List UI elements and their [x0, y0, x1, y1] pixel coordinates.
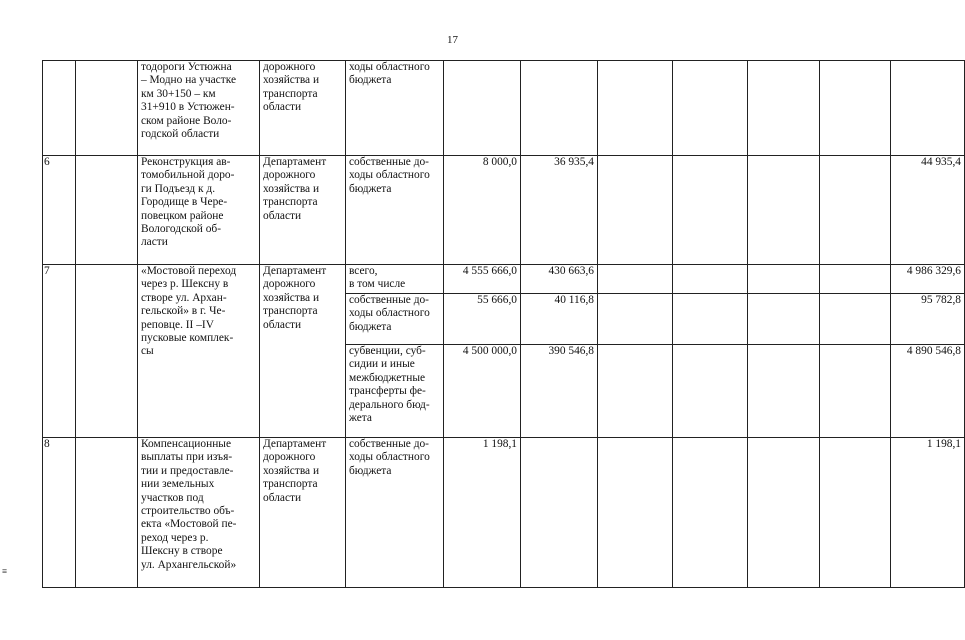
empty-cell: [76, 61, 138, 156]
empty-cell: [673, 345, 748, 438]
funding-source-line: собственные до-: [349, 294, 429, 306]
department-line: дорожного: [263, 61, 316, 73]
measure-name-line: тии и предоставле-: [141, 464, 234, 477]
department-line: дорожного: [263, 451, 316, 464]
measure-name-line: годской области: [141, 128, 220, 141]
measure-name-line: через р. Шексну в: [141, 278, 229, 291]
empty-cell: [820, 156, 891, 265]
table-row: [43, 265, 965, 294]
funding-source-line: межбюджетные: [349, 371, 426, 384]
measure-name-line: км 30+150 – км: [141, 87, 216, 100]
table-body: [43, 61, 965, 588]
amount-year-1: [444, 61, 521, 156]
measure-name-line: Вологодской об-: [141, 223, 222, 236]
funding-source-line: субвенции, суб-: [349, 345, 426, 357]
page-number: 17: [447, 34, 458, 46]
empty-cell: [820, 345, 891, 438]
measure-name: [138, 265, 260, 438]
department-line: Департамент: [263, 438, 327, 450]
measure-name-line: сы: [141, 345, 154, 358]
margin-mark: ≡: [2, 566, 7, 576]
measure-name-line: выплаты при изъя-: [141, 451, 233, 464]
measure-name-line: – Модно на участке: [141, 74, 237, 87]
empty-cell: [820, 438, 891, 588]
empty-cell: [598, 438, 673, 588]
measure-name-line: Шексну в створе: [141, 545, 223, 558]
table-row: [43, 61, 965, 156]
measure-name-line: ул. Архангельской»: [141, 558, 237, 571]
amount-year-1: 1 198,1: [444, 438, 521, 588]
amount-total: 44 935,4: [891, 156, 965, 265]
amount-total: 4 986 329,6: [891, 265, 965, 294]
funding-source-line: ходы областного: [349, 61, 430, 73]
empty-cell: [820, 294, 891, 345]
empty-cell: [598, 345, 673, 438]
funding-source-line: бюджета: [349, 182, 392, 195]
department-line: дорожного: [263, 169, 316, 182]
amount-year-1: 8 000,0: [444, 156, 521, 265]
amount-total: 95 782,8: [891, 294, 965, 345]
row-number: 8: [43, 438, 76, 588]
funding-source-line: ходы областного: [349, 307, 430, 320]
funding-source: [346, 265, 444, 294]
empty-cell: [76, 156, 138, 265]
funding-source-line: ходы областного: [349, 451, 430, 464]
amount-total: 1 198,1: [891, 438, 965, 588]
measure-name: [138, 156, 260, 265]
amount-total: 4 890 546,8: [891, 345, 965, 438]
department: [260, 156, 346, 265]
amount-year-1: 4 555 666,0: [444, 265, 521, 294]
measure-name-line: томобильной доро-: [141, 169, 235, 182]
measure-name-line: «Мостовой переход: [141, 265, 237, 277]
measure-name-line: участков под: [141, 491, 204, 504]
empty-cell: [598, 61, 673, 156]
department-line: области: [263, 318, 302, 331]
measure-name: [138, 438, 260, 588]
table-row: [43, 156, 965, 265]
funding-source: [346, 345, 444, 438]
department-line: области: [263, 209, 302, 222]
empty-cell: [76, 265, 138, 438]
funding-source-line: бюджета: [349, 74, 392, 87]
department-line: хозяйства и: [263, 182, 320, 195]
funding-source-line: ходы областного: [349, 169, 430, 182]
department-line: транспорта: [263, 196, 318, 209]
measure-name-line: екта «Мостовой пе-: [141, 518, 237, 531]
empty-cell: [748, 61, 820, 156]
department-line: Департамент: [263, 156, 327, 168]
amount-year-2: 36 935,4: [521, 156, 598, 265]
funding-source-line: в том числе: [349, 278, 406, 291]
department-line: транспорта: [263, 305, 318, 318]
measure-name-line: пусковые комплек-: [141, 332, 234, 345]
budget-table: [42, 60, 965, 588]
funding-source-line: сидии и иные: [349, 358, 415, 371]
amount-year-2: 40 116,8: [521, 294, 598, 345]
empty-cell: [748, 156, 820, 265]
measure-name-line: повецком районе: [141, 209, 224, 222]
department-line: Департамент: [263, 265, 327, 277]
empty-cell: [673, 61, 748, 156]
funding-source-line: собственные до-: [349, 156, 429, 168]
measure-name-line: гельской» в г. Че-: [141, 305, 226, 318]
department-line: области: [263, 491, 302, 504]
funding-source-line: всего,: [349, 265, 378, 277]
table-row: [43, 438, 965, 588]
empty-cell: [748, 345, 820, 438]
department-line: хозяйства и: [263, 291, 320, 304]
funding-source-line: бюджета: [349, 320, 392, 333]
department: [260, 438, 346, 588]
amount-year-2: [521, 438, 598, 588]
measure-name-line: нии земельных: [141, 478, 215, 491]
funding-source-line: бюджета: [349, 464, 392, 477]
empty-cell: [598, 294, 673, 345]
row-number: 7: [43, 265, 76, 438]
empty-cell: [748, 265, 820, 294]
funding-source-line: собственные до-: [349, 438, 429, 450]
department-line: дорожного: [263, 278, 316, 291]
row-number: [43, 61, 76, 156]
amount-total: [891, 61, 965, 156]
department: [260, 61, 346, 156]
funding-source: [346, 438, 444, 588]
department-line: хозяйства и: [263, 464, 320, 477]
funding-source: [346, 61, 444, 156]
department-line: области: [263, 101, 302, 114]
measure-name-line: Компенсационные: [141, 438, 232, 450]
measure-name-line: строительство объ-: [141, 505, 235, 518]
measure-name-line: створе ул. Архан-: [141, 291, 227, 304]
amount-year-1: 55 666,0: [444, 294, 521, 345]
funding-source-line: дерального бюд-: [349, 398, 430, 411]
measure-name-line: Реконструкция ав-: [141, 156, 231, 168]
empty-cell: [673, 438, 748, 588]
measure-name-line: тодороги Устюжна: [141, 61, 232, 73]
funding-source-line: жета: [349, 412, 372, 425]
empty-cell: [76, 438, 138, 588]
department: [260, 265, 346, 438]
measure-name-line: Городище в Чере-: [141, 196, 228, 209]
empty-cell: [748, 438, 820, 588]
empty-cell: [820, 61, 891, 156]
measure-name-line: реповце. II –IV: [141, 318, 214, 331]
empty-cell: [598, 265, 673, 294]
empty-cell: [673, 265, 748, 294]
amount-year-2: 430 663,6: [521, 265, 598, 294]
funding-source: [346, 156, 444, 265]
measure-name-line: реход через р.: [141, 531, 209, 544]
amount-year-2: [521, 61, 598, 156]
empty-cell: [673, 294, 748, 345]
measure-name-line: ском районе Воло-: [141, 114, 232, 127]
row-number: 6: [43, 156, 76, 265]
funding-source-line: трансферты фе-: [349, 385, 426, 398]
measure-name-line: ласти: [141, 236, 168, 249]
measure-name-line: 31+910 в Устюжен-: [141, 101, 235, 114]
funding-source: [346, 294, 444, 345]
measure-name-line: ги Подъезд к д.: [141, 182, 216, 195]
empty-cell: [598, 156, 673, 265]
empty-cell: [748, 294, 820, 345]
empty-cell: [673, 156, 748, 265]
empty-cell: [820, 265, 891, 294]
measure-name: [138, 61, 260, 156]
amount-year-1: 4 500 000,0: [444, 345, 521, 438]
amount-year-2: 390 546,8: [521, 345, 598, 438]
department-line: транспорта: [263, 478, 318, 491]
department-line: хозяйства и: [263, 74, 320, 87]
department-line: транспорта: [263, 87, 318, 100]
